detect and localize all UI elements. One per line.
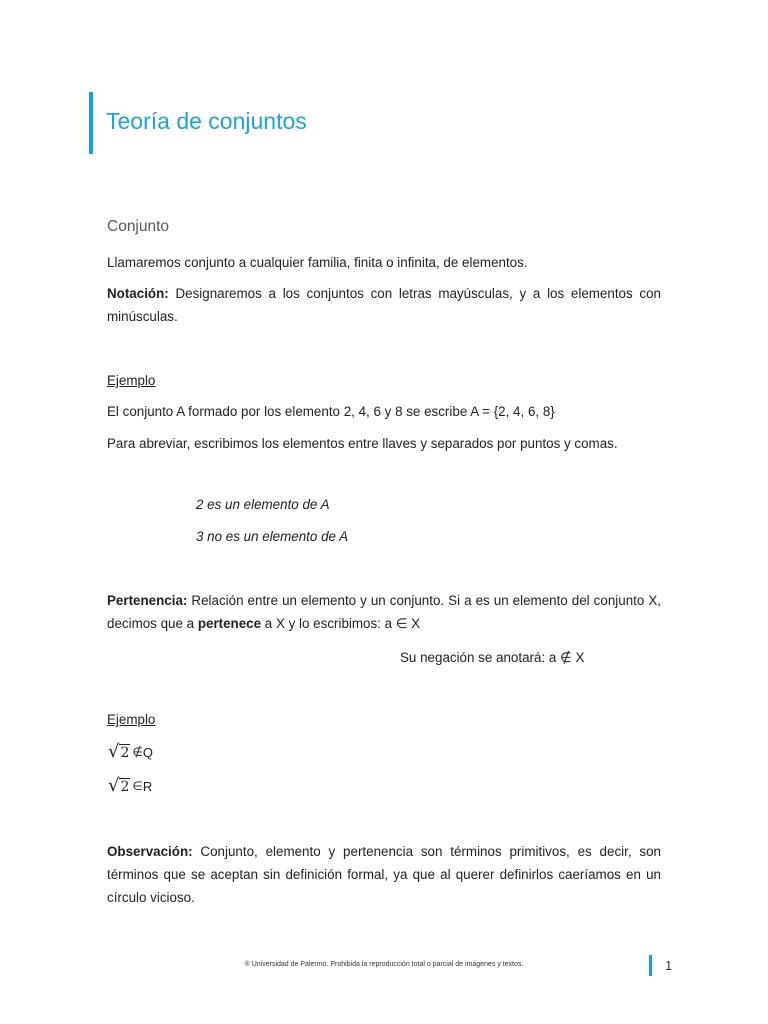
example-heading-2: Ejemplo [107, 712, 156, 727]
page-title: Teoría de conjuntos [106, 108, 307, 134]
element-symbol: ∈ [132, 779, 143, 793]
observation-label: Observación: [107, 844, 193, 859]
italic-statement-1: 2 es un elemento de A [196, 497, 330, 512]
not-element-symbol: ∉ [132, 745, 143, 759]
sqrt-symbol: √ 2 [108, 741, 130, 762]
observation-text: Conjunto, elemento y pertenencia son términos primitivos, es decir, son términos que se aceptan sin definición formal, ya que al querer definirlos caeríamos en un círculo vicioso. [107, 844, 661, 905]
observation-paragraph [107, 840, 661, 909]
title-accent-bar [89, 92, 93, 154]
set-name: R [142, 778, 153, 794]
page-number-accent-bar [649, 955, 652, 976]
membership-text-2: a X y lo escribimos: a ∈ X [261, 616, 421, 631]
negation-line: Su negación se anotará: a ∉ X [400, 650, 585, 665]
example-1-line-1: El conjunto A formado por los elemento 2, 4, 6 y 8 se escribe A = {2, 4, 6, 8} [107, 404, 555, 419]
membership-paragraph [107, 589, 661, 635]
example-heading-1: Ejemplo [107, 373, 156, 388]
notation-paragraph [107, 282, 661, 328]
footer-copyright: ® Universidad de Palermo. Prohibida la reproducción total o parcial de imágenes y textos. [244, 961, 524, 968]
sqrt-symbol: √ 2 [108, 775, 130, 796]
membership-label: Pertenencia: [107, 593, 188, 608]
notation-label: Notación: [107, 286, 169, 301]
set-name: Q [142, 744, 153, 760]
section-heading: Conjunto [107, 218, 170, 235]
italic-statement-2: 3 no es un elemento de A [196, 529, 349, 544]
page-number: 1 [665, 958, 673, 973]
definition-paragraph: Llamaremos conjunto a cualquier familia, finita o infinita, de elementos. [107, 255, 528, 270]
membership-text-1: Relación entre un elemento y un conjunto. Si a es un elemento del conjunto X, decimos que a [107, 593, 661, 631]
math-expression-2 [108, 777, 152, 795]
notation-text: Designaremos a los conjuntos con letras mayúsculas, y a los elementos con minúsculas. [107, 286, 661, 324]
example-1-line-2: Para abreviar, escribimos los elementos entre llaves y separados por puntos y comas. [107, 436, 618, 451]
membership-bold: pertenece [197, 616, 262, 631]
math-expression-1 [108, 743, 153, 761]
